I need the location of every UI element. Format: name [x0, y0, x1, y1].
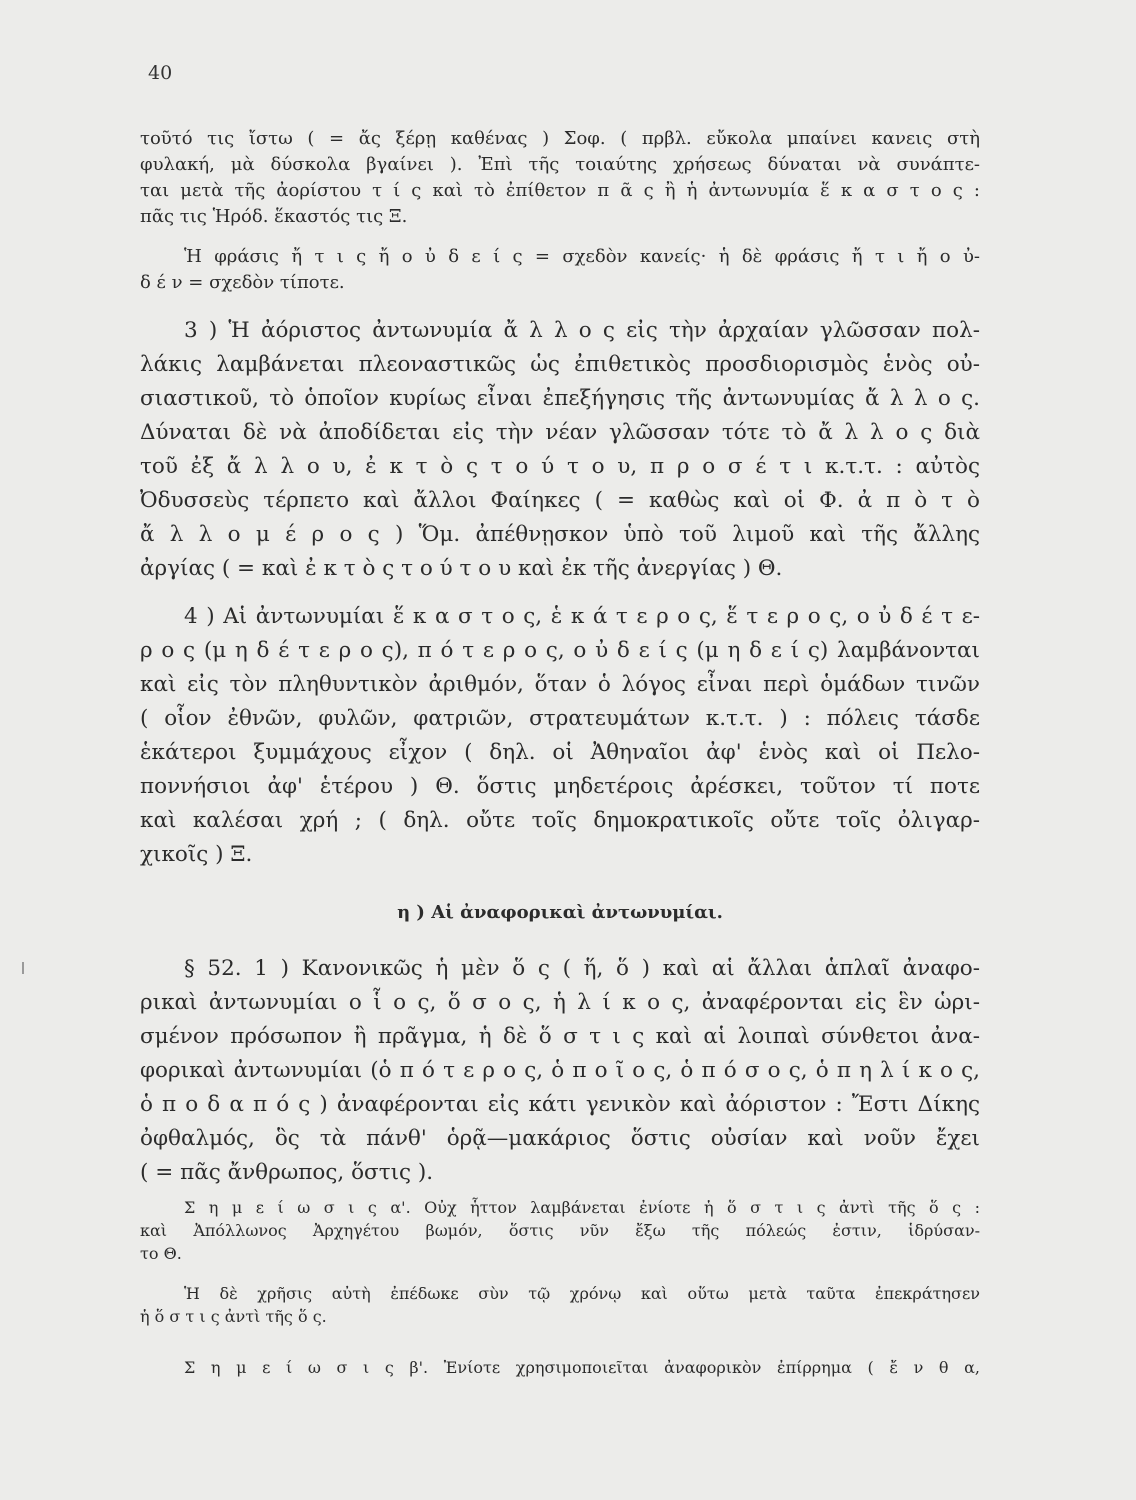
text-line: τοῦ ἐξ ἄ λ λ ο υ, ἐ κ τ ὸ ς τ ο ύ τ ο υ, π ρ ο σ έ τ ι κ.τ.τ. : αὐτὸς — [140, 454, 980, 479]
text-line: τοῦτό τις ἴστω ( = ἄς ξέρῃ καθένας ) Σοφ. ( πρβλ. εὔκολα μπαίνει κανεις στὴ — [140, 128, 980, 149]
text-line: § 52. 1 ) Κανονικῶς ἡ μὲν ὅ ς ( ἥ, ὅ ) καὶ αἱ ἄλλαι ἁπλαῖ ἀναφο- — [184, 956, 980, 981]
text-line: δ έ ν = σχεδὸν τίποτε. — [140, 272, 345, 293]
note-alpha-continuation — [140, 1282, 980, 1328]
text-line: ( = πᾶς ἄνθρωπος, ὅστις ). — [140, 1160, 434, 1185]
text-line: Ὀδυσσεὺς τέρπετο καὶ ἄλλοι Φαίηκες ( = καθὼς καὶ οἱ Φ. ἀ π ὸ τ ὸ — [140, 488, 980, 513]
text-line: ρικαὶ ἀντωνυμίαι ο ἷ ο ς, ὅ σ ο ς, ἡ λ ί κ ο ς, ἀναφέρονται εἰς ἓν ὡρι- — [140, 990, 980, 1015]
intro-note-paragraph — [140, 244, 980, 296]
text-line: ἡ ὅ σ τ ι ς ἀντὶ τῆς ὅ ς. — [140, 1307, 327, 1326]
text-line: πᾶς τις Ἡρόδ. ἕκαστός τις Ξ. — [140, 206, 408, 227]
text-line: Ἡ φράσις ἤ τ ι ς ἤ ο ὐ δ ε ί ς = σχεδὸν κανείς· ἡ δὲ φράσις ἤ τ ι ἤ ο ὐ- — [184, 246, 980, 267]
text-line: σιαστικοῦ, τὸ ὁποῖον κυρίως εἶναι ἐπεξήγησις τῆς ἀντωνυμίας ἄ λ λ ο ς. — [140, 386, 980, 411]
text-line: φυλακή, μὰ δύσκολα βγαίνει ). Ἐπὶ τῆς τοιαύτης χρήσεως δύναται νὰ συνάπτε- — [140, 154, 980, 175]
text-line: ( οἷον ἐθνῶν, φυλῶν, φατριῶν, στρατευμάτων κ.τ.τ. ) : πόλεις τάσδε — [140, 706, 980, 731]
text-line: ποννήσιοι ἀφ' ἑτέρου ) Θ. ὅστις μηδετέροις ἀρέσκει, τοῦτον τί ποτε — [140, 774, 980, 799]
text-line: καὶ Ἀπόλλωνος Ἀρχηγέτου βωμόν, ὅστις νῦν ἔξω τῆς πόλεώς ἐστιν, ἱδρύσαν- — [140, 1221, 980, 1240]
text-line: ἑκάτεροι ξυμμάχους εἶχον ( δηλ. οἱ Ἀθηναῖοι ἀφ' ἑνὸς καὶ οἱ Πελο- — [140, 740, 980, 765]
text-line: Σ η μ ε ί ω σ ι ς β'. Ἐνίοτε χρησιμοποιεῖται ἀναφορικὸν ἐπίρρημα ( ἔ ν θ α, — [184, 1358, 980, 1377]
text-line: καὶ καλέσαι χρή ; ( δηλ. οὔτε τοῖς δημοκρατικοῖς οὔτε τοῖς ὀλιγαρ- — [140, 808, 980, 833]
text-line: χικοῖς ) Ξ. — [140, 842, 253, 867]
text-line: ρ ο ς (μ η δ έ τ ε ρ ο ς), π ό τ ε ρ ο ς, ο ὐ δ ε ί ς (μ η δ ε ί ς) λαμβάνονται — [140, 638, 980, 663]
paragraph-3 — [140, 314, 980, 586]
text-line: φορικαὶ ἀντωνυμίαι (ὁ π ό τ ε ρ ο ς, ὁ π ο ῖ ο ς, ὁ π ό σ ο ς, ὁ π η λ ί κ ο ς, — [140, 1058, 980, 1083]
text-line: Ἡ δὲ χρῆσις αὐτὴ ἐπέδωκε σὺν τῷ χρόνῳ καὶ οὕτω μετὰ ταῦτα ἐπεκράτησεν — [184, 1284, 980, 1303]
intro-paragraph — [140, 126, 980, 230]
text-line: 3 ) Ἡ ἀόριστος ἀντωνυμία ἄ λ λ ο ς εἰς τὴν ἀρχαίαν γλῶσσαν πολ- — [184, 318, 980, 343]
text-line: λάκις λαμβάνεται πλεοναστικῶς ὡς ἐπιθετικὸς προσδιορισμὸς ἑνὸς οὐ- — [140, 352, 980, 377]
text-line: 4 ) Αἱ ἀντωνυμίαι ἕ κ α σ τ ο ς, ἑ κ ά τ ε ρ ο ς, ἕ τ ε ρ ο ς, ο ὐ δ έ τ ε- — [184, 604, 980, 629]
text-line: ἄ λ λ ο μ έ ρ ο ς ) Ὅμ. ἀπέθνῃσκον ὑπὸ τοῦ λιμοῦ καὶ τῆς ἄλλης — [140, 522, 980, 547]
page-number: 40 — [148, 62, 173, 84]
text-line: ται μετὰ τῆς ἀορίστου τ ί ς καὶ τὸ ἐπίθετον π ᾶ ς ἢ ἡ ἀντωνυμία ἕ κ α σ τ ο ς : — [140, 180, 980, 201]
text-line: καὶ εἰς τὸν πληθυντικὸν ἀριθμόν, ὅταν ὁ λόγος εἶναι περὶ ὁμάδων τινῶν — [140, 672, 980, 697]
text-line: Σ η μ ε ί ω σ ι ς α'. Οὐχ ἧττον λαμβάνεται ἐνίοτε ἡ ὅ σ τ ι ς ἀντὶ τῆς ὅ ς : — [184, 1198, 980, 1217]
paragraph-4 — [140, 600, 980, 872]
margin-mark — [22, 962, 24, 974]
note-alpha — [140, 1196, 980, 1265]
text-line: ἀργίας ( = καὶ ἐ κ τ ὸ ς τ ο ύ τ ο υ καὶ ἐκ τῆς ἀνεργίας ) Θ. — [140, 556, 783, 581]
text-line: σμένον πρόσωπον ἢ πρᾶγμα, ἡ δὲ ὅ σ τ ι ς καὶ αἱ λοιπαὶ σύνθετοι ἀνα- — [140, 1024, 980, 1049]
text-line: ὁ π ο δ α π ό ς ) ἀναφέρονται εἰς κάτι γενικὸν καὶ ἀόριστον : Ἔστι Δίκης — [140, 1092, 980, 1117]
paragraph-52 — [140, 952, 980, 1190]
note-beta — [140, 1356, 980, 1379]
text-line: Δύναται δὲ νὰ ἀποδίδεται εἰς τὴν νέαν γλῶσσαν τότε τὸ ἄ λ λ ο ς διὰ — [140, 420, 980, 445]
text-line: ὀφθαλμός, ὃς τὰ πάνθ' ὁρᾷ—μακάριος ὅστις οὐσίαν καὶ νοῦν ἔχει — [140, 1126, 980, 1151]
text-line: το Θ. — [140, 1244, 182, 1263]
section-heading: η ) Αἱ ἀναφορικαὶ ἀντωνυμίαι. — [397, 902, 723, 923]
